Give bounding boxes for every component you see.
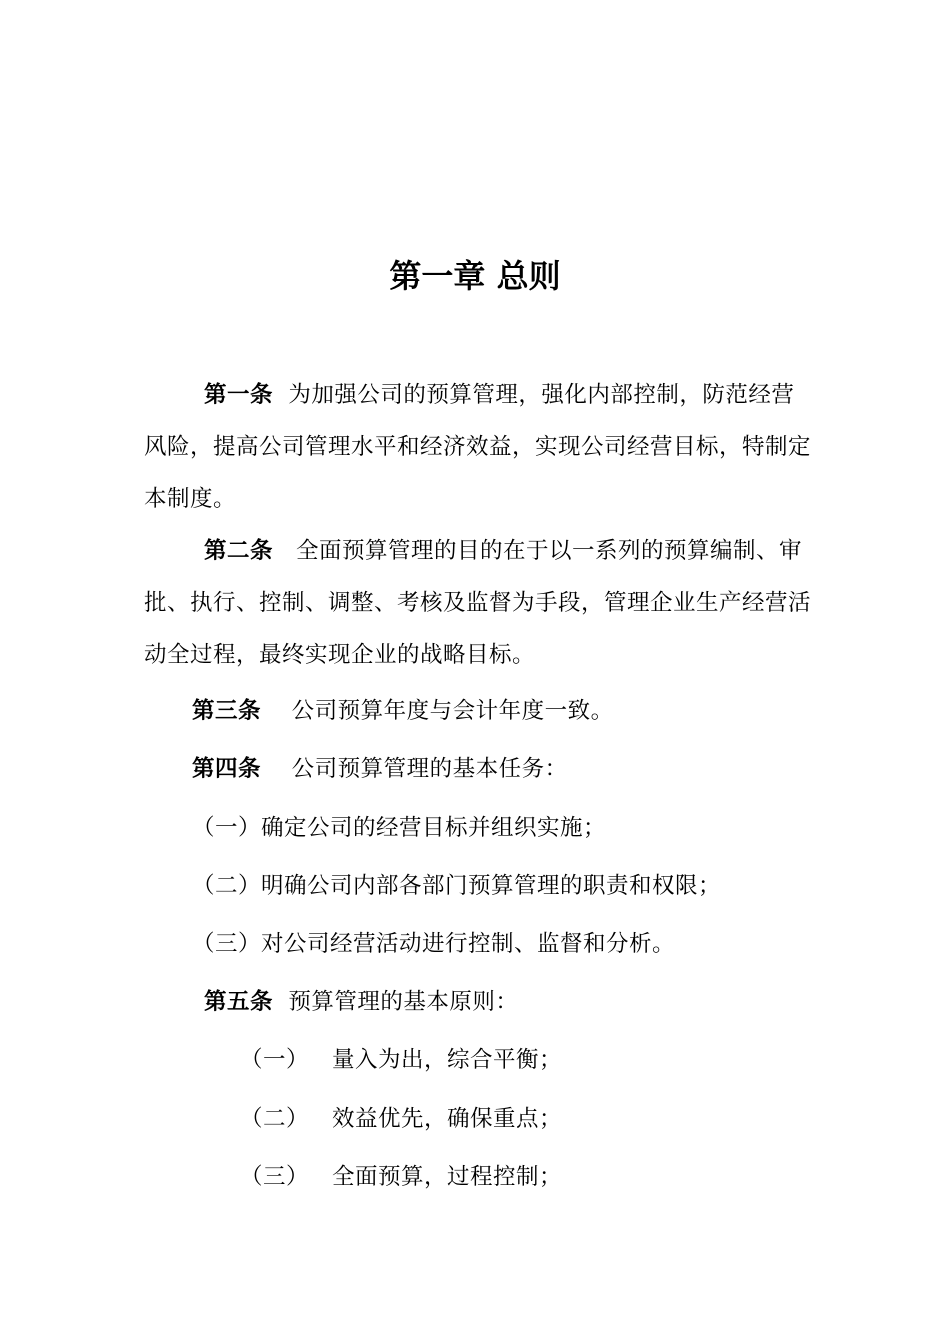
article-1-label: 第一条 <box>204 382 274 408</box>
article-5-text: 预算管理的基本原则： <box>288 989 519 1015</box>
article-2 <box>144 525 812 681</box>
article-2-text: 全面预算管理的目的在于以一系列的预算编制、审批、执行、控制、调整、考核及监督为手段，管理企业生产经营活动全过程，最终实现企业的战略目标。 <box>144 538 812 668</box>
article-5-item-3-num: （三） <box>240 1164 310 1190</box>
article-4-text: 公司预算管理的基本任务： <box>291 756 568 782</box>
chapter-title: 第一章 总则 <box>389 257 561 295</box>
article-5-item-2-text: 效益优先，确保重点； <box>331 1106 562 1132</box>
article-4-label: 第四条 <box>192 756 262 782</box>
article-5-item-2 <box>240 1101 562 1137</box>
article-5-item-2-num: （二） <box>240 1106 310 1132</box>
article-3 <box>192 693 614 729</box>
article-5-item-1-num: （一） <box>240 1047 310 1073</box>
article-2-label: 第二条 <box>204 538 274 564</box>
article-5-label: 第五条 <box>204 989 274 1015</box>
article-4-item-3: （三）对公司经营活动进行控制、监督和分析。 <box>192 931 676 957</box>
article-4-item-1: （一）确定公司的经营目标并组织实施； <box>192 815 607 841</box>
article-4-item-2: （二）明确公司内部各部门预算管理的职责和权限； <box>192 873 722 899</box>
article-4 <box>192 751 568 787</box>
article-5-item-3 <box>240 1159 562 1195</box>
article-5 <box>204 984 518 1020</box>
article-5-item-3-text: 全面预算，过程控制； <box>331 1164 562 1190</box>
article-1-text: 为加强公司的预算管理，强化内部控制，防范经营风险，提高公司管理水平和经济效益，实现公司经营目标，特制定本制度。 <box>144 382 812 512</box>
article-3-label: 第三条 <box>192 698 262 724</box>
article-3-text: 公司预算年度与会计年度一致。 <box>291 698 614 724</box>
article-5-item-1 <box>240 1042 562 1078</box>
article-1 <box>144 369 812 525</box>
article-5-item-1-text: 量入为出，综合平衡； <box>331 1047 562 1073</box>
